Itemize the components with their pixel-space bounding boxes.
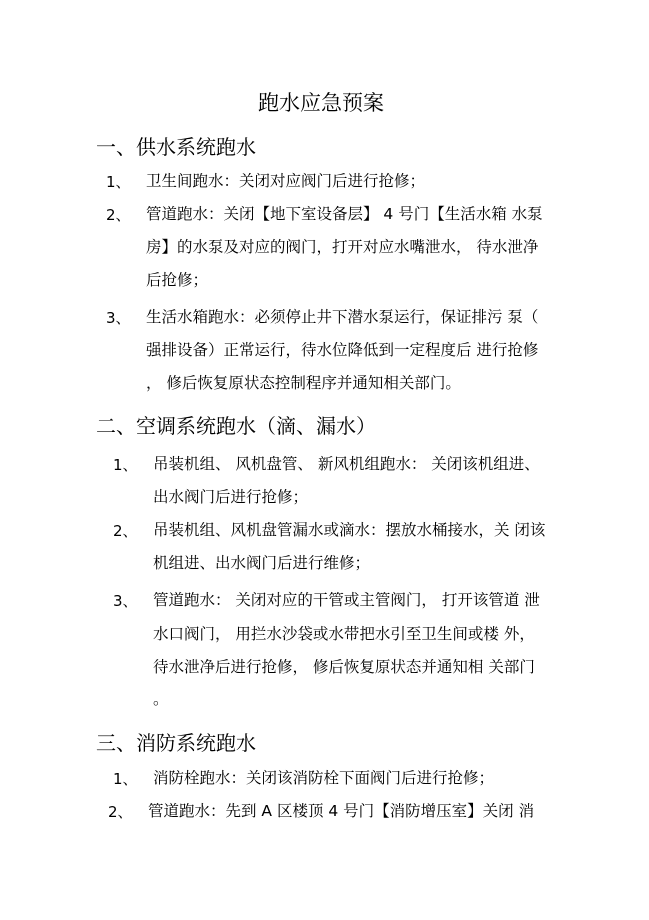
list-item-number: 1、 [106, 173, 131, 191]
list-item-number: 3、 [113, 592, 138, 610]
list-item-text: 吊装机组、 风机盘管、 新风机组跑水： 关闭该机组进、 [153, 455, 540, 473]
list-item-number: 3、 [106, 309, 131, 327]
section-heading-fire-protection: 三、消防系统跑水 [96, 731, 256, 755]
list-item-text: 卫生间跑水：关闭对应阀门后进行抢修； [146, 172, 426, 190]
list-item-number: 2、 [108, 803, 133, 821]
list-item-text: 待水泄净后进行抢修， 修后恢复原状态并通知相 关部门 [153, 658, 535, 676]
list-item-text: ， 修后恢复原状态控制程序并通知相关部门。 [146, 374, 461, 392]
document-title: 跑水应急预案 [258, 91, 384, 115]
list-item-number: 2、 [113, 522, 138, 540]
list-item-text: 吊装机组、风机盘管漏水或滴水：摆放水桶接水，关 闭该 [153, 521, 546, 539]
list-item-number: 1、 [113, 456, 138, 474]
list-item-text: 强排设备）正常运行，待水位降低到一定程度后 进行抢修 [146, 341, 539, 359]
list-item-text: 。 [153, 690, 169, 708]
list-item-text: 房】的水泵及对应的阀门，打开对应水嘴泄水， 待水泄净 [146, 238, 539, 256]
list-item-number: 1、 [113, 770, 138, 788]
section-heading-water-supply: 一、供水系统跑水 [96, 135, 256, 159]
list-item-text: 机组进、出水阀门后进行维修； [153, 554, 371, 572]
list-item-text: 出水阀门后进行抢修； [153, 488, 309, 506]
list-item-text: 管道跑水：先到 A 区楼顶 4 号门【消防增压室】关闭 消 [148, 802, 535, 820]
list-item-text: 消防栓跑水：关闭该消防栓下面阀门后进行抢修； [153, 769, 495, 787]
list-item-text: 水口阀门， 用拦水沙袋或水带把水引至卫生间或楼 外， [153, 625, 535, 643]
list-item-text: 后抢修； [146, 271, 209, 289]
list-item-number: 2、 [106, 206, 131, 224]
list-item-text: 生活水箱跑水：必须停止井下潜水泵运行，保证排污 泵（ [146, 308, 539, 326]
list-item-text: 管道跑水： 关闭对应的干管或主管阀门， 打开该管道 泄 [153, 591, 540, 609]
list-item-text: 管道跑水：关闭【地下室设备层】 4 号门【生活水箱 水泵 [146, 205, 543, 223]
section-heading-air-conditioning: 二、空调系统跑水（滴、漏水） [96, 414, 376, 438]
